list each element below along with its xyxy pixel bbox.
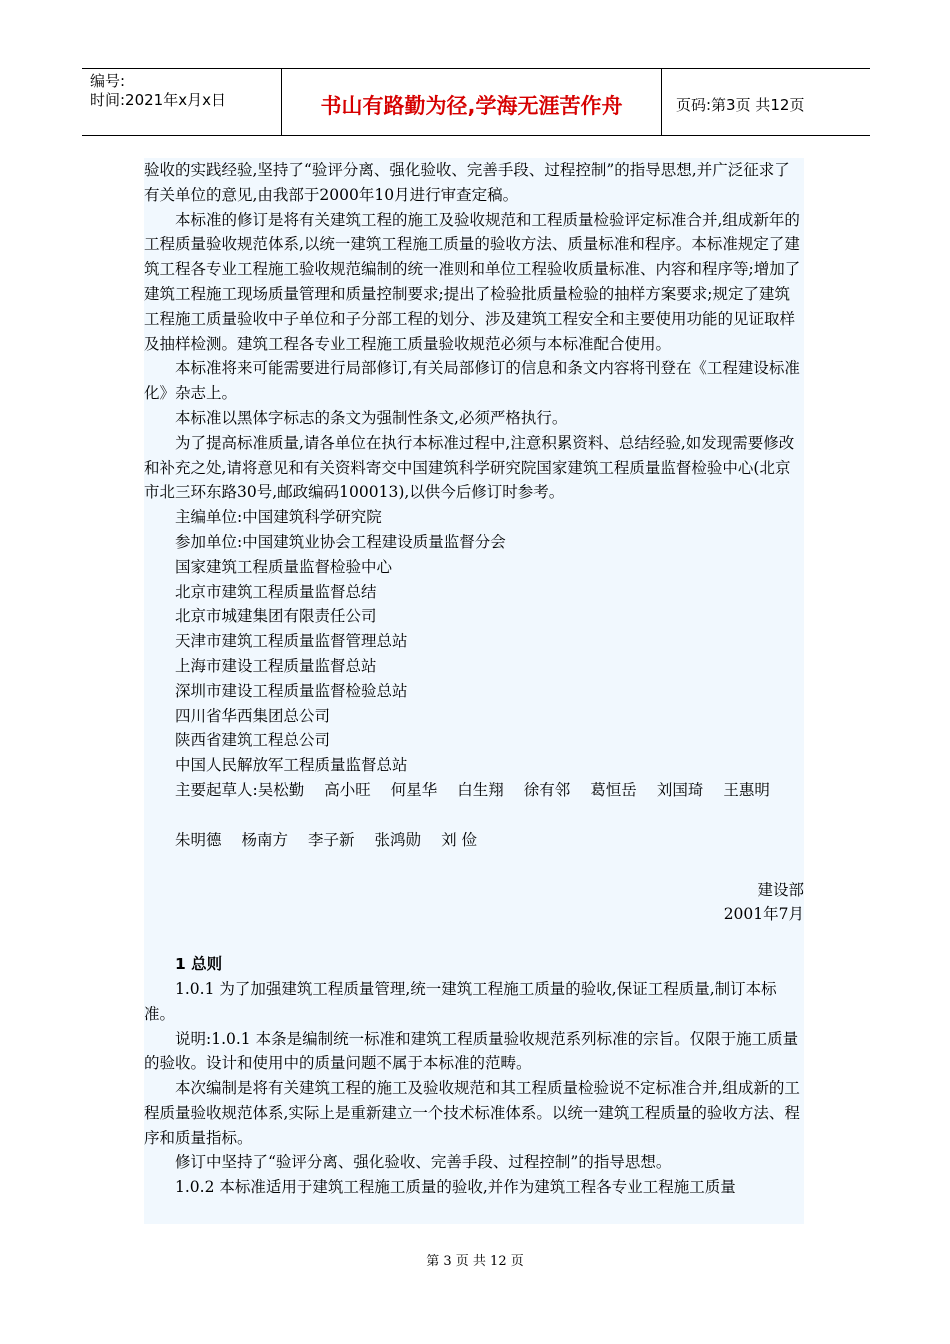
paragraph-mandatory: 本标准以黑体字标志的条文为强制性条文,必须严格执行。 (175, 408, 568, 427)
paragraph-continuation: 验收的实践经验,坚持了“验评分离、强化验收、完善手段、过程控制”的指导思想,并广泛征求了有关单位的意见,由我部于2000年10月进行审查定稿。 (144, 161, 790, 204)
drafter-name: 主要起草人:吴松勤 (175, 780, 305, 799)
participant-unit: 深圳市建设工程质量监督检验总站 (175, 681, 408, 700)
paragraph-guideline: 修订中坚持了“验评分离、强化验收、完善手段、过程控制”的指导思想。 (175, 1153, 672, 1172)
drafter-name: 何星华 (390, 780, 438, 799)
chief-unit: 主编单位:中国建筑科学研究院 (175, 508, 382, 527)
participant-unit: 北京市城建集团有限责任公司 (175, 607, 377, 626)
participant-unit: 四川省华西集团总公司 (175, 706, 331, 725)
drafter-name: 葛恒岳 (590, 780, 637, 799)
drafter-name: 高小旺 (324, 780, 371, 799)
drafter-name: 徐有邻 (523, 780, 571, 799)
participant-unit: 北京市建筑工程质量监督总结 (175, 582, 377, 601)
drafter-name: 刘国琦 (656, 780, 704, 799)
paragraph-compile: 本次编制是将有关建筑工程的施工及验收规范和其工程质量检验说不定标准合并,组成新的工程质量验收规范体系,实际上是重新建立一个技术标准体系。以统一建筑工程质量的验收方法、程序和质量指标。 (144, 1079, 800, 1147)
page-footer: 第 3 页 共 12 页 (426, 1254, 524, 1269)
paragraph-partial-revision: 本标准将来可能需要进行局部修订,有关局部修订的信息和条文内容将刊登在《工程建设标准化》杂志上。 (144, 359, 800, 403)
number-label: 编号: (90, 72, 126, 90)
header-motto: 书山有路勤为径,学海无涯苦作舟 (282, 69, 662, 135)
drafters-row-2 (144, 828, 804, 853)
section-heading: 1 总则 (175, 955, 223, 974)
drafter-name: 刘 俭 (441, 830, 477, 849)
clause-1-0-1: 1.0.1 为了加强建筑工程质量管理,统一建筑工程施工质量的验收,保证工程质量,制订本标准。 (144, 979, 777, 1023)
header-info-cell (82, 69, 282, 135)
drafter-name: 李子新 (308, 830, 355, 849)
header-page-label: 页码:第3页 共12页 (676, 95, 805, 114)
participant-unit: 天津市建筑工程质量监督管理总站 (175, 632, 408, 651)
document-body (144, 158, 804, 1224)
participant-unit: 陕西省建筑工程总公司 (175, 731, 331, 750)
clause-note-1-0-1: 说明:1.0.1 本条是编制统一标准和建筑工程质量验收规范系列标准的宗旨。仅限于施工质量的验收。设计和使用中的质量问题不属于本标准的范畴。 (144, 1029, 799, 1073)
signature-date: 2001年7月 (723, 905, 804, 924)
drafter-name: 白生翔 (457, 780, 504, 799)
participant-unit: 中国人民解放军工程质量监督总站 (175, 756, 408, 775)
signature-org: 建设部 (757, 880, 804, 899)
drafter-name: 杨南方 (241, 830, 289, 849)
drafter-name: 朱明德 (175, 830, 222, 849)
drafter-name: 王惠明 (723, 780, 770, 799)
drafter-name: 张鸿勋 (374, 830, 422, 849)
date-label: 时间:2021年x月x日 (90, 91, 226, 109)
drafters-row-1 (144, 778, 804, 803)
page-header (82, 68, 870, 136)
participant-unit: 参加单位:中国建筑业协会工程建设质量监督分会 (175, 532, 506, 551)
paragraph-revision: 本标准的修订是将有关建筑工程的施工及验收规范和工程质量检验评定标准合并,组成新年的工程质量验收规范体系,以统一建筑工程施工质量的验收方法、质量标准和程序。本标准规定了建筑工程各专业工程施工验收规范编制的统一准则和单位工程验收质量标准、内容和程序等;增加了建筑工程施工现场质量管理和质量控制要求;提出了检验批质量检验的抽样方案要求;规定了建筑工程施工质量验收中子单位和子分部工程的划分、涉及建筑工程安全和主要使用功能的见证取样及抽样检测。建筑工程各专业工程施工质量验收规范必须与本标准配合使用。 (144, 210, 801, 353)
participant-unit: 国家建筑工程质量监督检验中心 (175, 557, 393, 576)
participant-unit: 上海市建设工程质量监督总站 (175, 656, 377, 675)
clause-1-0-2: 1.0.2 本标准适用于建筑工程施工质量的验收,并作为建筑工程各专业工程施工质量 (175, 1178, 736, 1197)
paragraph-feedback: 为了提高标准质量,请各单位在执行本标准过程中,注意积累资料、总结经验,如发现需要修改和补充之处,请将意见和有关资料寄交中国建筑科学研究院国家建筑工程质量监督检验中心(北京市北三环东路30号,邮政编码100013),以供今后修订时参考。 (144, 433, 795, 502)
